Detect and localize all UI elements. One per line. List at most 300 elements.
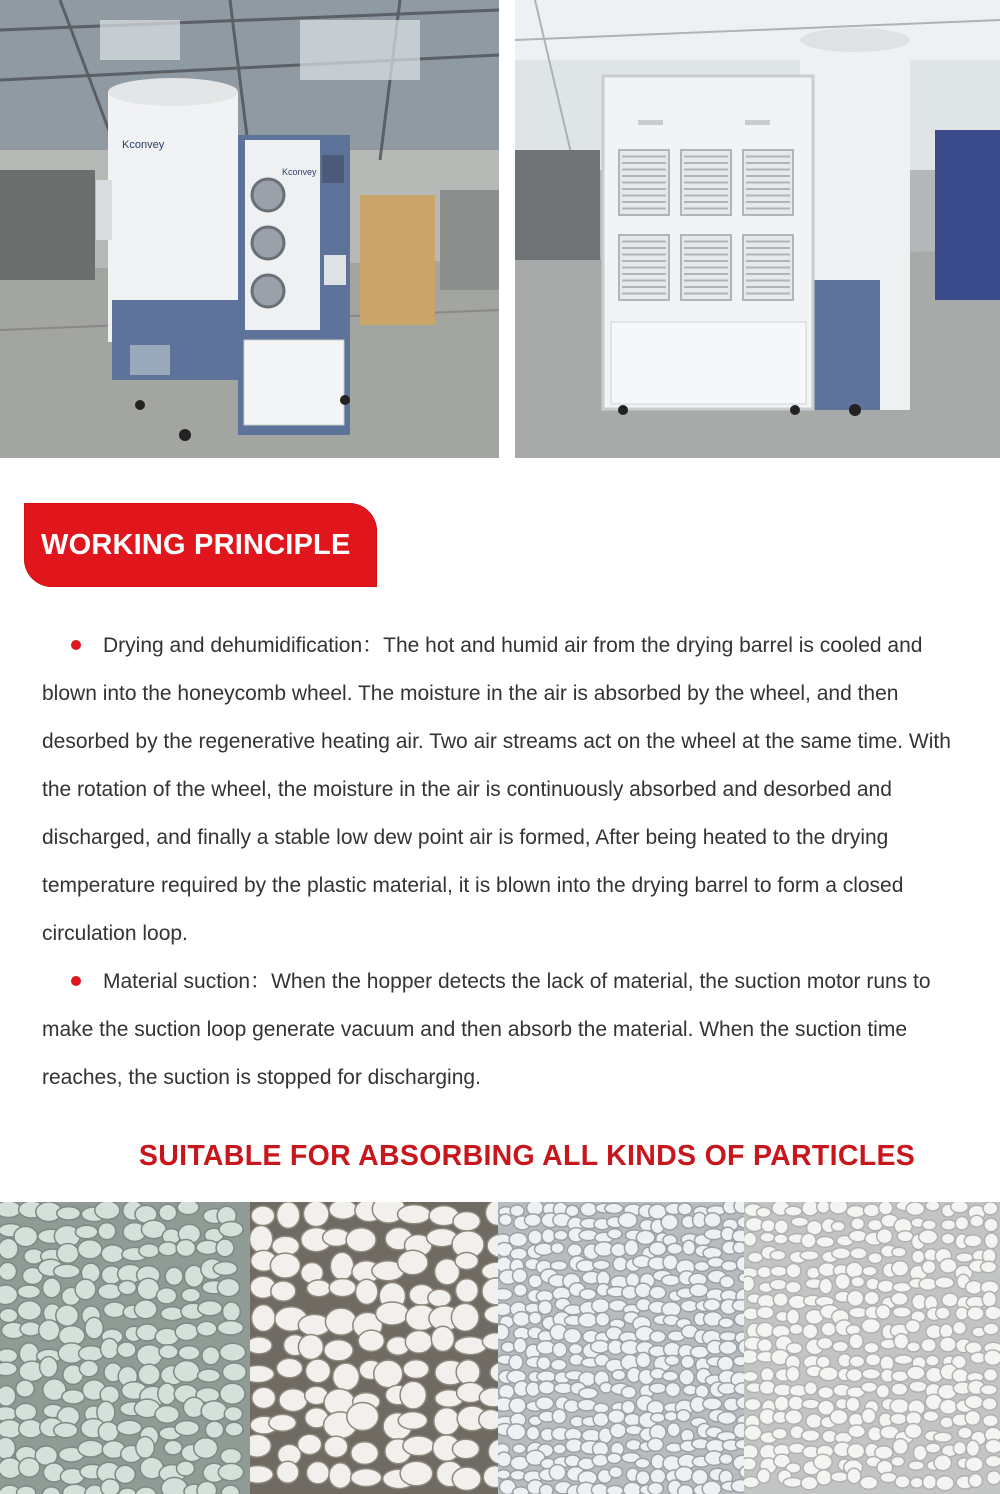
pellet [770, 1279, 788, 1290]
pellet [732, 1230, 744, 1243]
pellet [789, 1324, 803, 1335]
pellet [514, 1284, 527, 1296]
pellet [0, 1437, 15, 1459]
pellet [452, 1467, 481, 1490]
pellet [744, 1458, 756, 1471]
pellet [905, 1320, 920, 1333]
pellet [403, 1360, 429, 1379]
pellet [159, 1204, 177, 1221]
pellet [802, 1430, 820, 1442]
pellet [787, 1343, 803, 1354]
pellet [879, 1202, 893, 1215]
pellet [635, 1458, 650, 1468]
bullet-dot-icon [71, 976, 81, 986]
pellet [942, 1293, 959, 1307]
pellet [891, 1292, 908, 1305]
pellet [507, 1424, 526, 1440]
pellet [325, 1308, 356, 1335]
pellet [984, 1350, 1000, 1365]
left-panel-logo: Kconvey [282, 167, 317, 177]
pellet [224, 1407, 242, 1422]
pellet [922, 1260, 936, 1273]
pellet [774, 1234, 788, 1244]
pellet [958, 1427, 972, 1439]
working-principle-heading [24, 503, 377, 587]
pellet [895, 1476, 910, 1488]
pellet [876, 1384, 889, 1398]
pellet [198, 1301, 222, 1316]
pellet [936, 1307, 950, 1319]
pellet [17, 1301, 41, 1320]
pellet [758, 1339, 773, 1352]
pellet [677, 1410, 691, 1422]
pellet [922, 1220, 936, 1230]
pellet [591, 1483, 608, 1494]
pellet-image-2 [250, 1202, 498, 1494]
pellet-image-3 [498, 1202, 744, 1494]
pellet [878, 1280, 895, 1292]
pellet [702, 1481, 721, 1494]
pellet [679, 1369, 694, 1385]
pellet [804, 1382, 817, 1395]
pellet [757, 1266, 771, 1278]
pellet [539, 1381, 555, 1394]
pellet-photo-translucent [498, 1202, 744, 1494]
pellet-image-1 [0, 1202, 250, 1494]
pellet [800, 1251, 819, 1261]
pellet [16, 1380, 34, 1397]
pellet [549, 1465, 565, 1481]
pellet [542, 1229, 555, 1243]
pellet [554, 1230, 568, 1240]
pellet [965, 1395, 983, 1408]
pellet [279, 1389, 307, 1412]
pellet [307, 1280, 331, 1297]
pellet [690, 1284, 708, 1297]
pellet [984, 1369, 998, 1382]
pellet [894, 1355, 912, 1365]
pellet [526, 1426, 539, 1440]
pellet [832, 1341, 848, 1352]
pellet [277, 1202, 300, 1228]
pellet [831, 1472, 849, 1482]
pellet [501, 1342, 514, 1353]
pellet [650, 1286, 666, 1299]
pellet [101, 1479, 120, 1494]
pellet [926, 1202, 940, 1211]
suction-paragraph [42, 958, 982, 1102]
pellet [165, 1267, 183, 1285]
pellet [703, 1398, 722, 1410]
pellet [174, 1361, 200, 1383]
pellet [540, 1484, 554, 1494]
pellet [85, 1317, 103, 1339]
pellet [220, 1343, 246, 1361]
pellet [579, 1388, 598, 1399]
pellet [509, 1355, 523, 1370]
pellet [818, 1387, 834, 1399]
pellet [330, 1252, 353, 1280]
pellet [451, 1303, 479, 1331]
pellet [934, 1455, 952, 1471]
pellet [864, 1291, 879, 1305]
pellet [940, 1337, 957, 1352]
pellet [158, 1242, 177, 1256]
pellet [118, 1281, 136, 1295]
pellet [57, 1244, 79, 1264]
pellet [678, 1485, 694, 1494]
pellet [216, 1239, 234, 1257]
pellet [678, 1203, 692, 1215]
pellet [984, 1218, 998, 1232]
pellet [431, 1326, 454, 1351]
pellet [329, 1463, 352, 1489]
pellet [137, 1345, 163, 1366]
pellet [985, 1439, 1000, 1453]
suitable-title: SUITABLE FOR ABSORBING ALL KINDS OF PARTICLES [138, 1140, 916, 1172]
pellet [498, 1303, 511, 1316]
pellet [650, 1469, 666, 1484]
pellet [732, 1300, 744, 1312]
pellet [847, 1290, 864, 1306]
pellet [201, 1401, 227, 1421]
pellet [536, 1397, 554, 1410]
pellet [479, 1410, 498, 1430]
pellet [934, 1432, 953, 1442]
pellet [54, 1264, 80, 1278]
pellet [250, 1337, 272, 1354]
pellet [850, 1248, 867, 1259]
pellet [499, 1385, 515, 1400]
pellet [907, 1342, 921, 1352]
pellet-photo-white-cylinder [250, 1202, 498, 1494]
pellet [0, 1349, 18, 1363]
pellet [734, 1356, 745, 1366]
pellet [178, 1346, 200, 1360]
pellet [62, 1390, 85, 1404]
pellet [757, 1306, 774, 1318]
pellet [718, 1356, 734, 1371]
pellet [100, 1386, 119, 1404]
pellet [101, 1338, 119, 1358]
pellet [528, 1230, 542, 1244]
dryer-front-photo [0, 0, 499, 458]
pellet [219, 1222, 243, 1238]
pellet [607, 1486, 624, 1494]
pellet [761, 1368, 774, 1382]
pellet [876, 1305, 891, 1320]
pellet [356, 1279, 378, 1304]
pellet [890, 1399, 909, 1414]
pellet [788, 1396, 803, 1410]
pellet [897, 1231, 913, 1242]
pellet [970, 1215, 984, 1227]
pellet [667, 1423, 680, 1437]
pellet [158, 1383, 176, 1405]
pellet [661, 1214, 678, 1230]
pellet [276, 1358, 302, 1377]
working-principle-title: WORKING PRINCIPLE [41, 528, 351, 561]
pellet [194, 1438, 218, 1459]
pellet [846, 1369, 862, 1382]
pellet [664, 1411, 677, 1421]
pellet [269, 1414, 297, 1431]
pellet [955, 1216, 968, 1230]
pellet [649, 1383, 666, 1393]
pellet [890, 1413, 907, 1424]
pellet [529, 1312, 542, 1324]
pellet [863, 1204, 879, 1217]
pellet [623, 1482, 641, 1494]
pellet [757, 1207, 771, 1217]
pellet [893, 1307, 912, 1317]
pellet [205, 1421, 223, 1438]
pellet [155, 1406, 179, 1424]
pellet [835, 1274, 850, 1290]
pellet [164, 1440, 182, 1454]
pellet [663, 1371, 679, 1381]
pellet [175, 1323, 198, 1340]
pellet [722, 1261, 738, 1271]
pellet [953, 1442, 966, 1455]
pellet [324, 1436, 348, 1457]
pellet [785, 1410, 802, 1424]
pellet [636, 1471, 650, 1485]
pellet [923, 1411, 939, 1422]
pellet [803, 1324, 818, 1339]
pellet [553, 1444, 566, 1454]
pellet [801, 1233, 816, 1248]
pellet [596, 1313, 610, 1327]
pellet [592, 1299, 610, 1313]
pellet [0, 1308, 18, 1322]
pellet [608, 1410, 625, 1424]
pellet [953, 1321, 966, 1334]
pellet [398, 1250, 428, 1275]
pellet [829, 1202, 848, 1214]
pellet [745, 1398, 761, 1410]
bullet-dot-icon [71, 640, 81, 650]
suction-label: Material suction： [103, 970, 272, 993]
pellet [525, 1214, 542, 1227]
pellet [0, 1362, 17, 1376]
pellet [987, 1471, 1000, 1485]
pellet [347, 1403, 379, 1431]
pellet [220, 1383, 245, 1404]
pellet-image-4 [744, 1202, 1000, 1494]
pellet [821, 1322, 836, 1336]
pellet [862, 1369, 880, 1380]
pellet [134, 1300, 157, 1319]
pellet [985, 1455, 1000, 1467]
pellet [940, 1417, 953, 1428]
pellet [985, 1233, 999, 1249]
drying-label: Drying and dehumidification： [103, 634, 384, 657]
pellet [785, 1206, 802, 1216]
pellet [176, 1240, 195, 1257]
pellet [952, 1369, 968, 1383]
pellet [783, 1478, 802, 1488]
pellet [537, 1357, 550, 1370]
pellet [816, 1237, 834, 1248]
pellet [681, 1356, 694, 1369]
pellet [666, 1383, 681, 1397]
pellet [612, 1370, 626, 1380]
pellet [405, 1331, 432, 1354]
pellet [175, 1421, 199, 1436]
pellet [329, 1202, 357, 1219]
pellet [117, 1342, 136, 1358]
pellet [806, 1414, 822, 1429]
pellet [936, 1476, 954, 1491]
pellet [621, 1386, 636, 1398]
pellet [731, 1480, 744, 1493]
pellet [770, 1266, 787, 1276]
pellet [0, 1238, 18, 1259]
pellet [941, 1233, 954, 1244]
pellet [456, 1279, 479, 1303]
pellet [819, 1367, 838, 1381]
pellet [912, 1250, 925, 1263]
pellet [814, 1454, 833, 1469]
pellet [801, 1476, 818, 1489]
pellet [892, 1371, 909, 1382]
pellet [941, 1220, 956, 1231]
pellet [923, 1475, 937, 1489]
pellet [0, 1285, 18, 1305]
pellet [704, 1213, 721, 1228]
pellet [513, 1444, 526, 1454]
pellet [79, 1360, 98, 1376]
pellet [358, 1330, 384, 1351]
pellet [75, 1225, 97, 1239]
pellet [250, 1365, 274, 1382]
pellet [736, 1439, 745, 1449]
pellet [251, 1206, 275, 1226]
pellet [270, 1253, 300, 1278]
pellet [333, 1363, 360, 1390]
pellet [610, 1423, 626, 1438]
pellet [157, 1288, 177, 1304]
pellet [980, 1385, 997, 1395]
pellet [351, 1442, 379, 1465]
pellet [636, 1230, 655, 1244]
pellet [720, 1276, 734, 1288]
pellet [324, 1340, 353, 1361]
pellet [551, 1243, 564, 1254]
pellet [626, 1440, 642, 1451]
pellet [720, 1332, 737, 1342]
pellet [250, 1466, 273, 1484]
pellet [252, 1305, 276, 1332]
pellet [223, 1302, 241, 1321]
pellet [926, 1355, 939, 1366]
pellet [526, 1382, 540, 1397]
pellet [252, 1387, 276, 1408]
pellet [787, 1309, 800, 1324]
pellet [848, 1425, 865, 1438]
suction-text: When the hopper detects the lack of material, the suction motor runs to make the suction loop generate vacuum and then absorb the material. When the suction time reaches, the suction is stopped for discharging. [42, 970, 931, 1089]
pellet [981, 1261, 997, 1273]
pellet [720, 1454, 733, 1465]
pellet [651, 1413, 665, 1423]
pellet [775, 1220, 789, 1234]
pellet [877, 1229, 893, 1244]
pellet [98, 1223, 116, 1240]
pellet [115, 1465, 135, 1483]
pellet [864, 1342, 879, 1353]
pellet [965, 1411, 980, 1426]
pellet [744, 1371, 758, 1382]
pellet [564, 1328, 581, 1343]
pellet [648, 1438, 664, 1451]
pellet [298, 1335, 323, 1360]
pellet [662, 1275, 680, 1286]
pellet [774, 1396, 789, 1411]
pellet [665, 1355, 679, 1365]
pellet [635, 1283, 651, 1298]
pellet [772, 1428, 787, 1439]
pellet [719, 1318, 734, 1328]
pellet [940, 1259, 957, 1274]
pellet [398, 1412, 427, 1430]
pellet [940, 1324, 953, 1338]
pellet [593, 1413, 609, 1427]
pellet [744, 1425, 762, 1440]
pellet [567, 1244, 582, 1257]
pellet [893, 1439, 908, 1455]
pellet [202, 1347, 220, 1365]
pellet [329, 1279, 356, 1297]
pellet [862, 1266, 877, 1276]
pellet [498, 1289, 513, 1301]
dryer-back-photo [515, 0, 1000, 458]
pellet [907, 1366, 925, 1380]
pellet [551, 1359, 567, 1370]
pellet [17, 1486, 36, 1494]
pellet [862, 1408, 876, 1423]
pellet [847, 1468, 861, 1483]
pellet [453, 1212, 480, 1231]
pellet [19, 1458, 40, 1477]
pellet [54, 1423, 78, 1438]
pellet [57, 1207, 81, 1220]
pellet [298, 1434, 322, 1454]
pellet [791, 1217, 808, 1227]
pellet [919, 1278, 937, 1290]
pellet [830, 1410, 848, 1425]
pellet [513, 1269, 528, 1283]
pellet [667, 1243, 682, 1254]
pellet [909, 1381, 927, 1392]
pellet [956, 1253, 973, 1263]
pellet [964, 1235, 982, 1247]
pellet [250, 1226, 273, 1253]
pellet [277, 1461, 299, 1483]
pellet [592, 1454, 608, 1466]
pellet [648, 1483, 663, 1494]
pellet [307, 1462, 330, 1484]
pellet [104, 1302, 126, 1318]
pellet [498, 1452, 512, 1467]
pellet [817, 1202, 830, 1213]
pellet [510, 1205, 524, 1217]
pellet [910, 1477, 923, 1488]
pellet [271, 1281, 296, 1301]
pellet [95, 1202, 120, 1220]
pellet [63, 1484, 88, 1494]
pellet [306, 1359, 331, 1383]
